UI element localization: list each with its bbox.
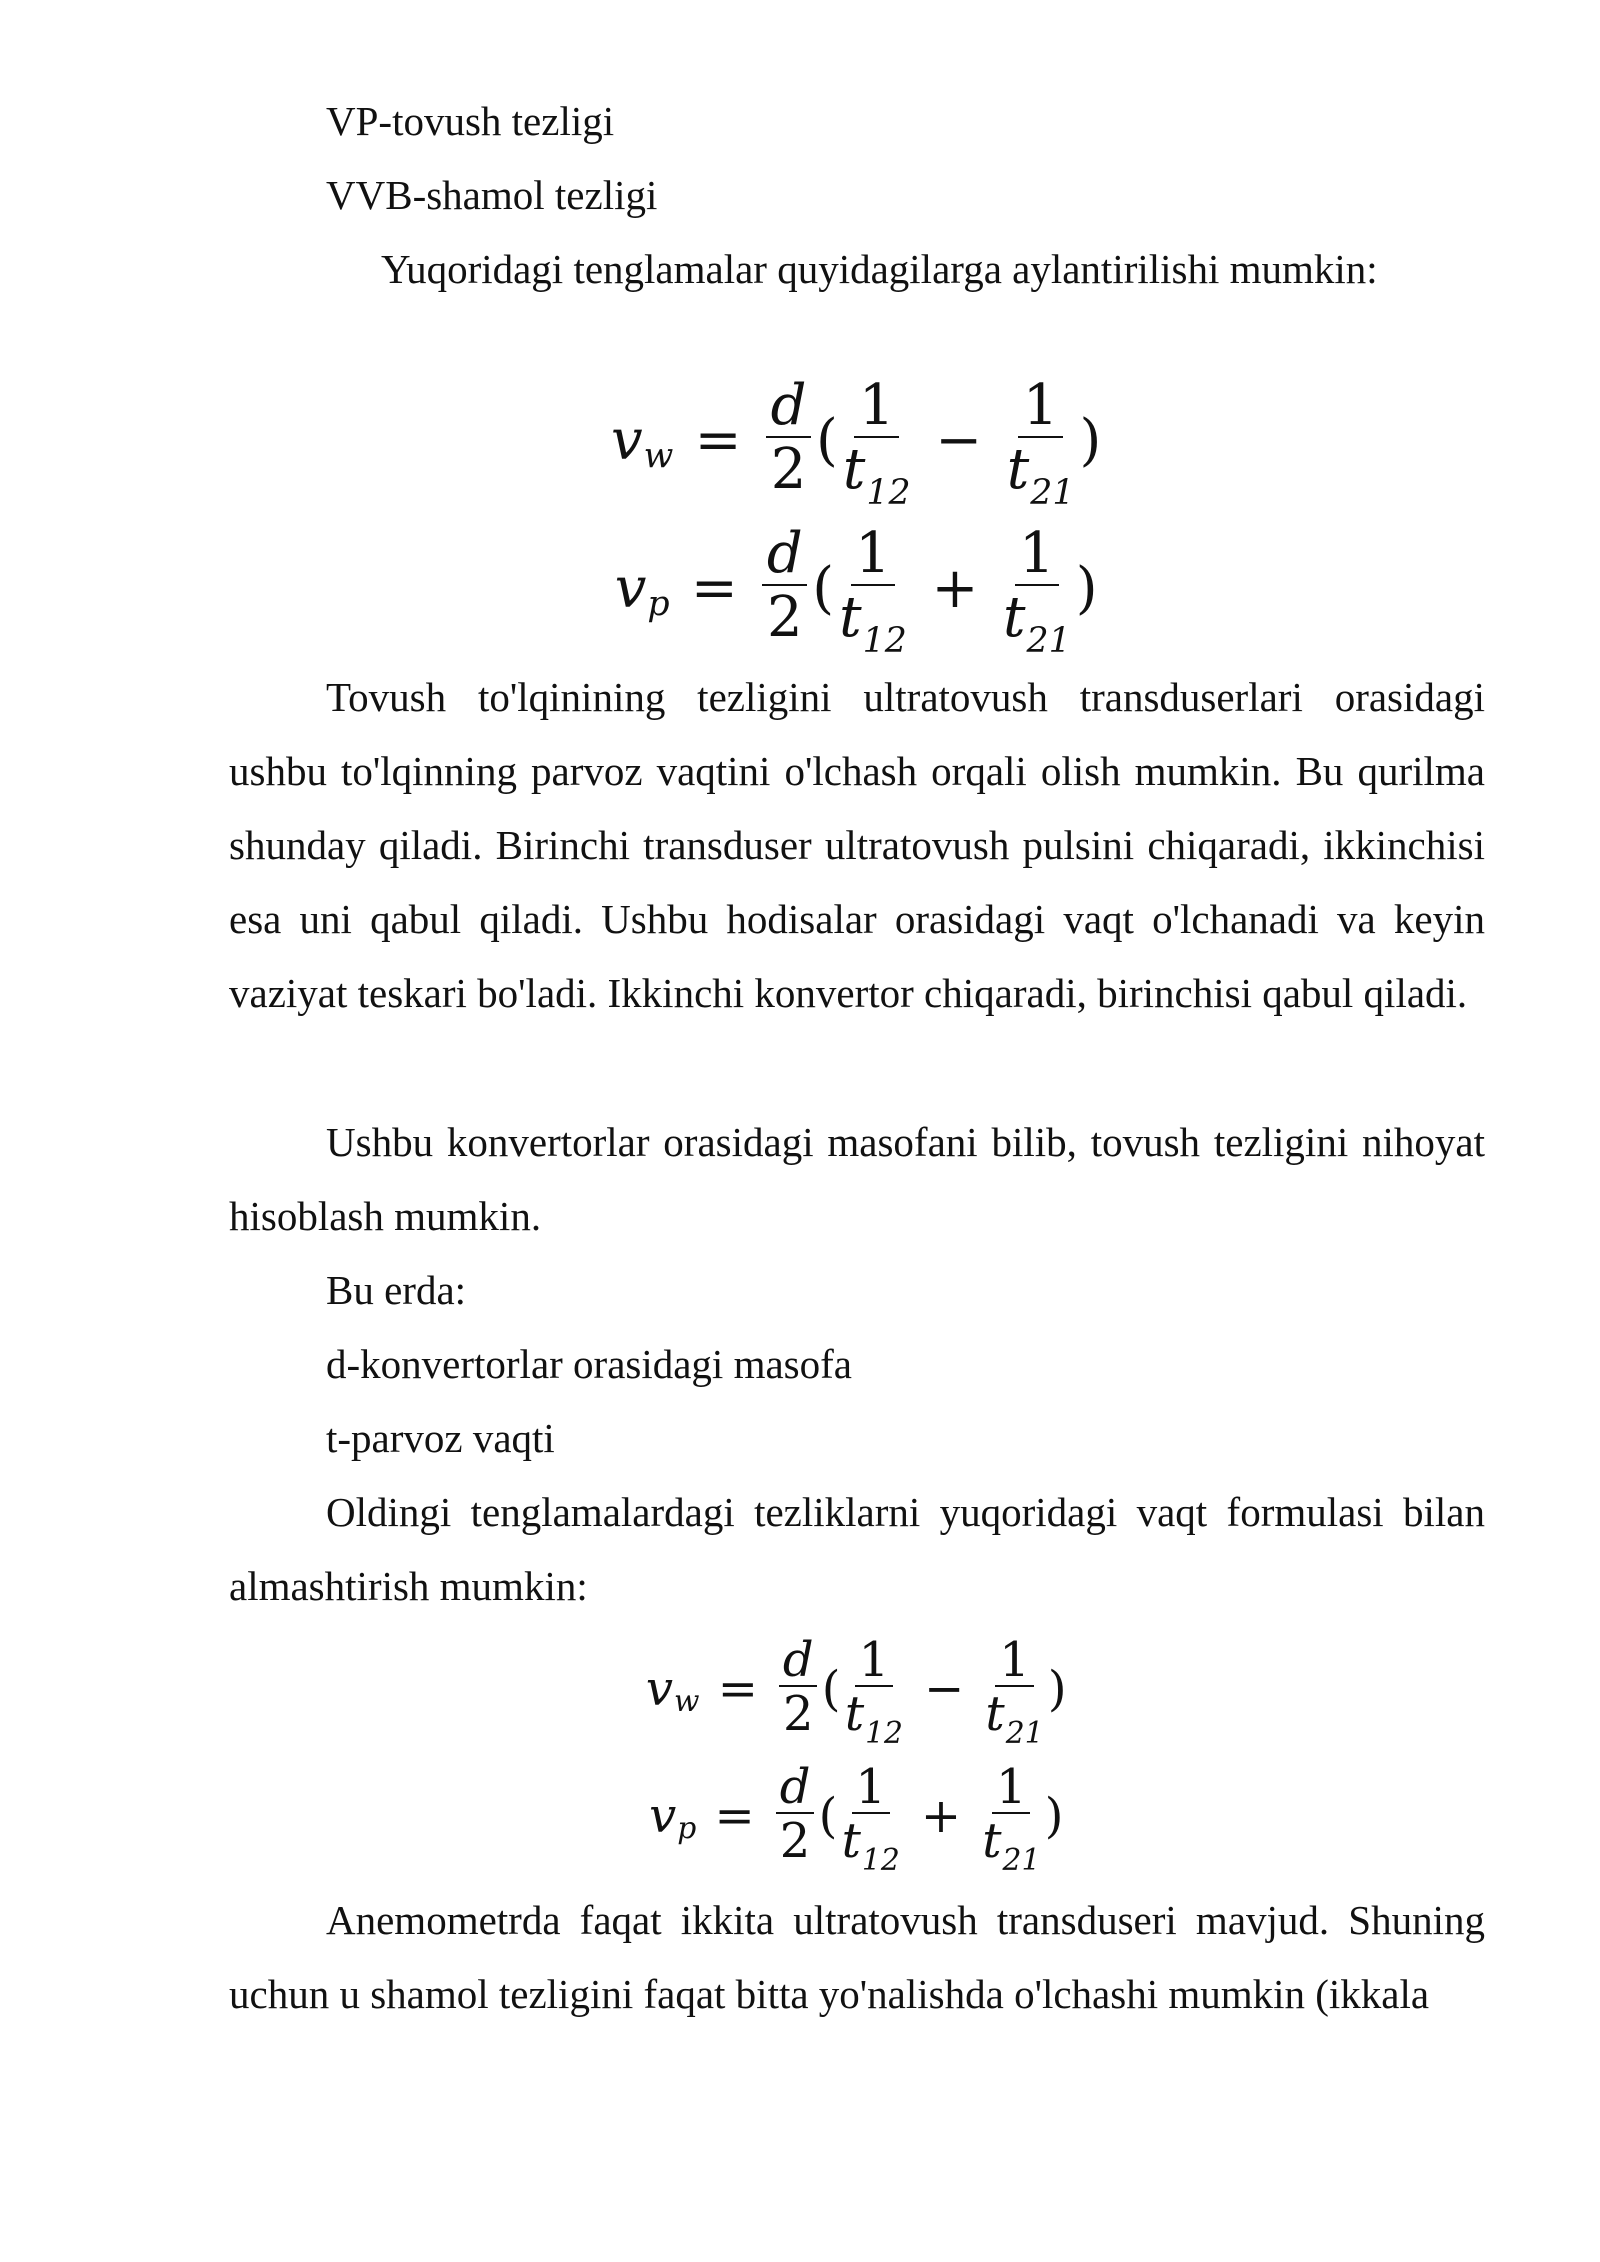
t-definition: t-parvoz vaqti bbox=[326, 1415, 555, 1461]
equation-vp-1: v p = $\frac{d}{2}$ ( $\frac{1}{t_{12}}$ + $\frac{1}{t_{21}}$ ) bbox=[614, 521, 1098, 661]
vvb-definition: VVB-shamol tezligi bbox=[326, 172, 658, 218]
equation-block-2 bbox=[229, 1625, 1485, 1879]
bu-erda-line: Bu erda: bbox=[326, 1267, 467, 1313]
equation-vp-2: v p = $\frac{d}{2}$ ( $\frac{1}{t_{12}}$ + $\frac{1}{t_{21}}$ ) bbox=[649, 1758, 1064, 1879]
paragraph-anemometer: Anemometrda faqat ikkita ultratovush transduseri mavjud. Shuning uchun u shamol tezligini faqat bitta yo'nalishda o'lchashi mumkin (ikkala bbox=[229, 1897, 1485, 2017]
paragraph-substitution: Oldingi tenglamalardagi tezliklarni yuqoridagi vaqt formulasi bilan almashtirish mumkin: bbox=[229, 1489, 1485, 1609]
d-definition: d-konvertorlar orasidagi masofa bbox=[326, 1341, 852, 1387]
vp-definition: VP-tovush tezligi bbox=[326, 98, 615, 144]
equation-vw-2: v w = $\frac{d}{2}$ ( $\frac{1}{t_{12}}$ − $\frac{1}{t_{21}}$ ) bbox=[645, 1631, 1067, 1752]
intro-line: Yuqoridagi tenglamalar quyidagilarga aylantirilishi mumkin: bbox=[381, 246, 1378, 292]
paragraph-sound-speed: Tovush to'lqinining tezligini ultratovush transduserlari orasidagi ushbu to'lqinning parvoz vaqtini o'lchash orqali olish mumkin. Bu qurilma shunday qiladi. Birinchi transduser ultratovush pulsini chiqaradi, ikkinchisi esa uni qabul qiladi. Ushbu hodisalar orasidagi vaqt o'lchanadi va keyin vaziyat teskari bo'ladi. Ikkinchi konvertor chiqaradi, birinchisi qabul qiladi. bbox=[229, 674, 1485, 1016]
paragraph-distance: Ushbu konvertorlar orasidagi masofani bilib, tovush tezligini nihoyat hisoblash mumkin. bbox=[229, 1119, 1485, 1239]
equation-block-1 bbox=[229, 366, 1485, 662]
equation-vw-1: v w = $\frac{d}{2}$ ( $\frac{1}{t_{12}}$ − $\frac{1}{t_{21}}$ ) bbox=[610, 373, 1102, 513]
